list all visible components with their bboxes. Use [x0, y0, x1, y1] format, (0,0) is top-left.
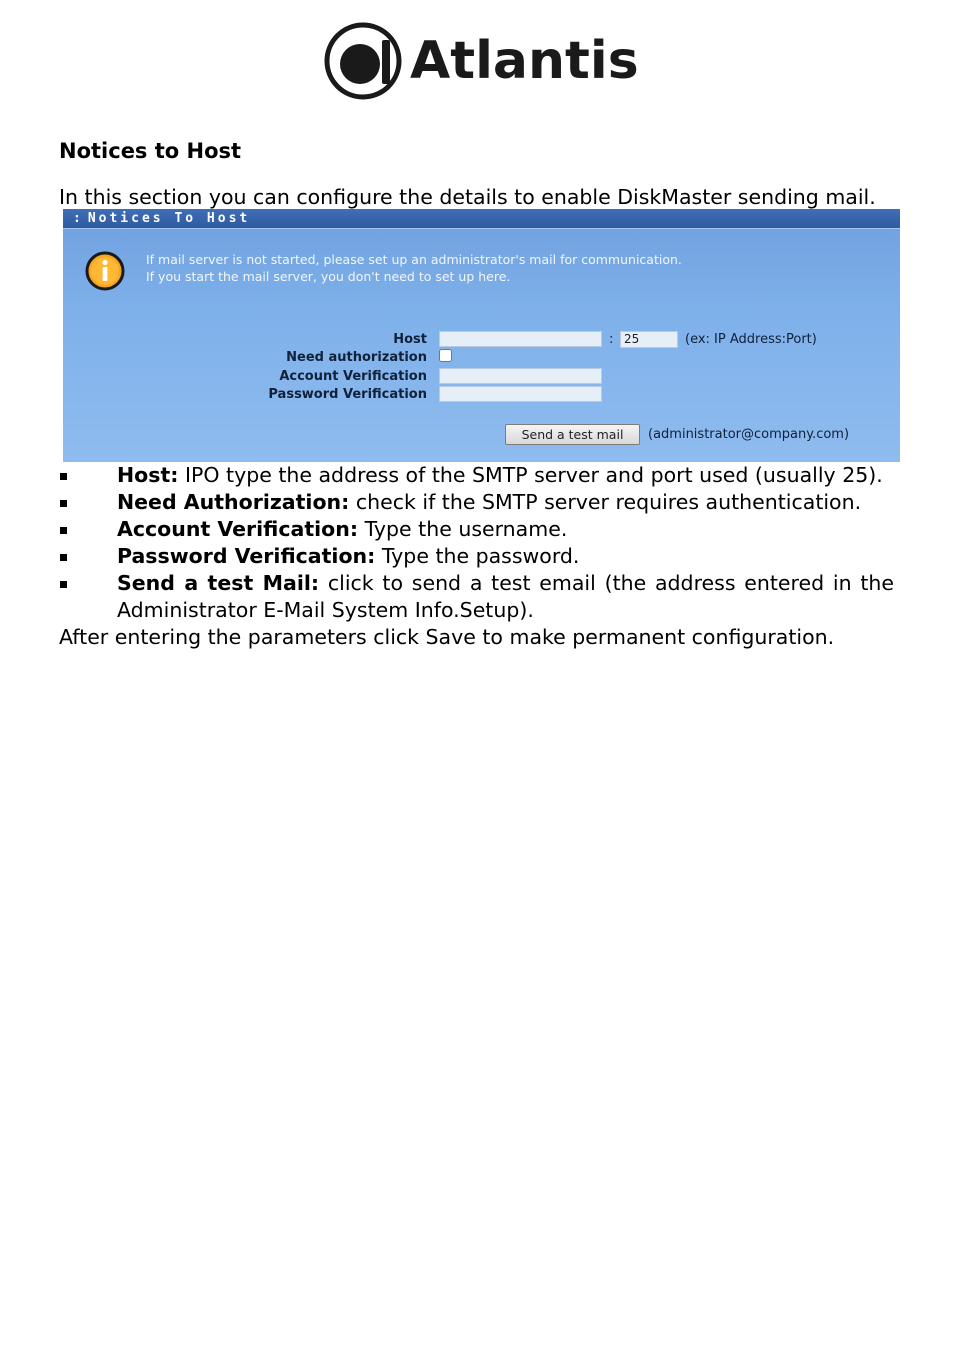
list-item-term: Host:: [117, 463, 179, 487]
panel-title-text: Notices To Host: [87, 211, 251, 226]
account-verification-input[interactable]: [439, 368, 602, 384]
host-format-hint: (ex: IP Address:Port): [685, 332, 817, 347]
closing-paragraph: After entering the parameters click Save to make permanent configuration.: [59, 625, 835, 649]
list-item: [59, 543, 894, 570]
host-port-separator: :: [609, 332, 614, 347]
list-item: [59, 570, 894, 624]
mail-notice: [146, 251, 682, 285]
list-item-text: click to send a test email (the address entered in the Administrator E-Mail System Info.Setup).: [117, 571, 894, 622]
host-label: Host: [393, 332, 427, 347]
intro-paragraph: In this section you can configure the details to enable DiskMaster sending mail.: [59, 185, 876, 209]
send-test-mail-button[interactable]: Send a test mail: [505, 424, 640, 445]
title-bullet-icon: :: [73, 211, 84, 226]
password-verification-label: Password Verification: [268, 387, 427, 402]
panel-title: [73, 210, 250, 227]
need-authorization-label: Need authorization: [286, 350, 427, 365]
list-item-text: Type the username.: [358, 517, 568, 541]
account-verification-label: Account Verification: [279, 369, 427, 384]
notice-line-2: If you start the mail server, you don't need to set up here.: [146, 269, 511, 284]
list-item-term: Need Authorization:: [117, 490, 350, 514]
admin-email-hint: (administrator@company.com): [648, 427, 850, 442]
atlantis-logo-mark-icon: [322, 20, 404, 102]
list-item-text: IPO type the address of the SMTP server and port used (usually 25).: [178, 463, 883, 487]
notice-line-1: If mail server is not started, please set up an administrator's mail for communication.: [146, 252, 682, 267]
list-item-term: Send a test Mail:: [117, 571, 320, 595]
password-verification-input[interactable]: [439, 386, 602, 402]
host-input[interactable]: [439, 331, 602, 347]
list-item: [59, 516, 894, 543]
list-item-term: Password Verification:: [117, 544, 376, 568]
port-input[interactable]: 25: [620, 331, 678, 348]
list-item: [59, 489, 894, 516]
field-descriptions-list: [59, 462, 894, 624]
notices-to-host-panel: [63, 209, 900, 462]
section-heading: Notices to Host: [59, 139, 242, 163]
list-item: [59, 462, 894, 489]
list-item-text: Type the password.: [375, 544, 580, 568]
panel-title-bar: [63, 209, 900, 229]
list-item-text: check if the SMTP server requires authentication.: [349, 490, 862, 514]
info-icon: [85, 251, 125, 291]
atlantis-logo-text: Atlantis: [410, 31, 639, 91]
list-item-term: Account Verification:: [117, 517, 359, 541]
need-authorization-checkbox[interactable]: [439, 349, 452, 362]
atlantis-logo: [322, 20, 639, 102]
